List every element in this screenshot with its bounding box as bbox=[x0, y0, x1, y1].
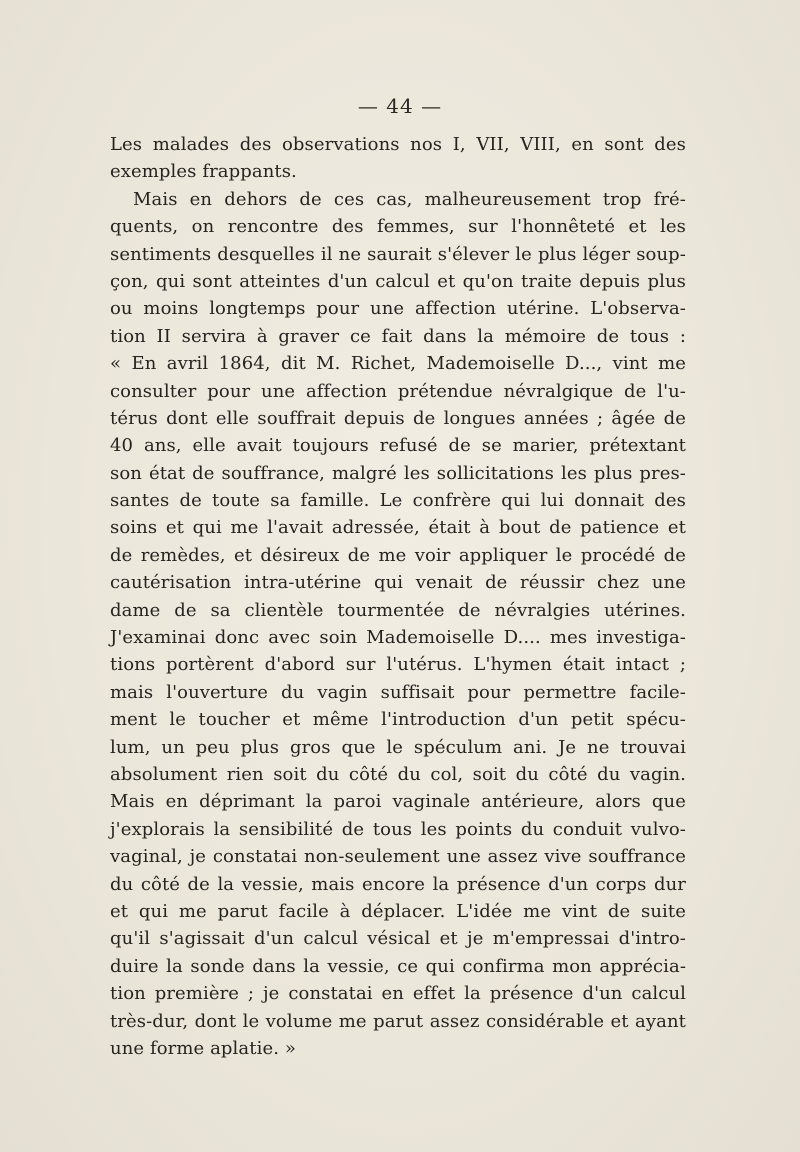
text-line: vaginal, je constatai non-seulement une assez vive souffrance bbox=[110, 846, 686, 868]
text-line: consulter pour une affection prétendue névralgique de l'u- bbox=[110, 380, 686, 402]
text-line: exemples frappants. bbox=[110, 161, 297, 183]
text-line: sentiments desquelles il ne saurait s'élever le plus léger soup- bbox=[110, 243, 686, 265]
text-line: Les malades des observations nos I, VII, VIII, en sont des bbox=[110, 134, 686, 155]
page-number-header: — 44 — bbox=[357, 94, 443, 118]
text-line: tion première ; je constatai en effet la présence d'un calcul bbox=[110, 983, 686, 1005]
text-line: cautérisation intra-utérine qui venait de réussir chez une bbox=[110, 572, 686, 594]
text-line: Mais en déprimant la paroi vaginale antérieure, alors que bbox=[110, 791, 686, 813]
text-line: mais l'ouverture du vagin suffisait pour permettre facile- bbox=[110, 681, 686, 703]
text-line: tions portèrent d'abord sur l'utérus. L'hymen était intact ; bbox=[110, 654, 686, 676]
text-line: j'explorais la sensibilité de tous les points du conduit vulvo- bbox=[110, 818, 686, 840]
text-line: ment le toucher et même l'introduction d'un petit spécu- bbox=[110, 709, 686, 731]
text-line: qu'il s'agissait d'un calcul vésical et je m'empressai d'intro- bbox=[110, 928, 686, 950]
text-line: absolument rien soit du côté du col, soit du côté du vagin. bbox=[110, 763, 686, 785]
text-line: dame de sa clientèle tourmentée de névralgies utérines. bbox=[110, 599, 686, 621]
text-line: duire la sonde dans la vessie, ce qui confirma mon apprécia- bbox=[110, 955, 686, 977]
text-line: çon, qui sont atteintes d'un calcul et qu'on traite depuis plus bbox=[110, 270, 686, 292]
text-line: et qui me parut facile à déplacer. L'idée me vint de suite bbox=[110, 900, 686, 922]
text-line: lum, un peu plus gros que le spéculum ani. Je ne trouvai bbox=[110, 736, 686, 758]
text-line: santes de toute sa famille. Le confrère qui lui donnait des bbox=[110, 490, 686, 512]
body-text bbox=[110, 131, 686, 1062]
text-line: de remèdes, et désireux de me voir appliquer le procédé de bbox=[110, 544, 686, 566]
text-line: 40 ans, elle avait toujours refusé de se marier, prétextant bbox=[110, 435, 686, 457]
text-line: « En avril 1864, dit M. Richet, Mademoiselle D..., vint me bbox=[110, 353, 686, 375]
text-line: J'examinai donc avec soin Mademoiselle D.... mes investiga- bbox=[110, 627, 686, 649]
text-line: très-dur, dont le volume me parut assez considérable et ayant bbox=[110, 1010, 686, 1032]
text-line: du côté de la vessie, mais encore la présence d'un corps dur bbox=[110, 873, 686, 895]
text-line: une forme aplatie. » bbox=[110, 1037, 296, 1059]
text-line: Mais en dehors de ces cas, malheureusement trop fré- bbox=[133, 188, 686, 210]
text-line: soins et qui me l'avait adressée, était à bout de patience et bbox=[110, 517, 686, 539]
text-line: quents, on rencontre des femmes, sur l'honnêteté et les bbox=[110, 216, 686, 238]
text-line: tion II servira à graver ce fait dans la mémoire de tous : bbox=[110, 325, 686, 347]
text-line: ou moins longtemps pour une affection utérine. L'observa- bbox=[110, 298, 686, 320]
text-line: son état de souffrance, malgré les sollicitations les plus pres- bbox=[110, 462, 686, 484]
text-line: térus dont elle souffrait depuis de longues années ; âgée de bbox=[110, 407, 686, 429]
